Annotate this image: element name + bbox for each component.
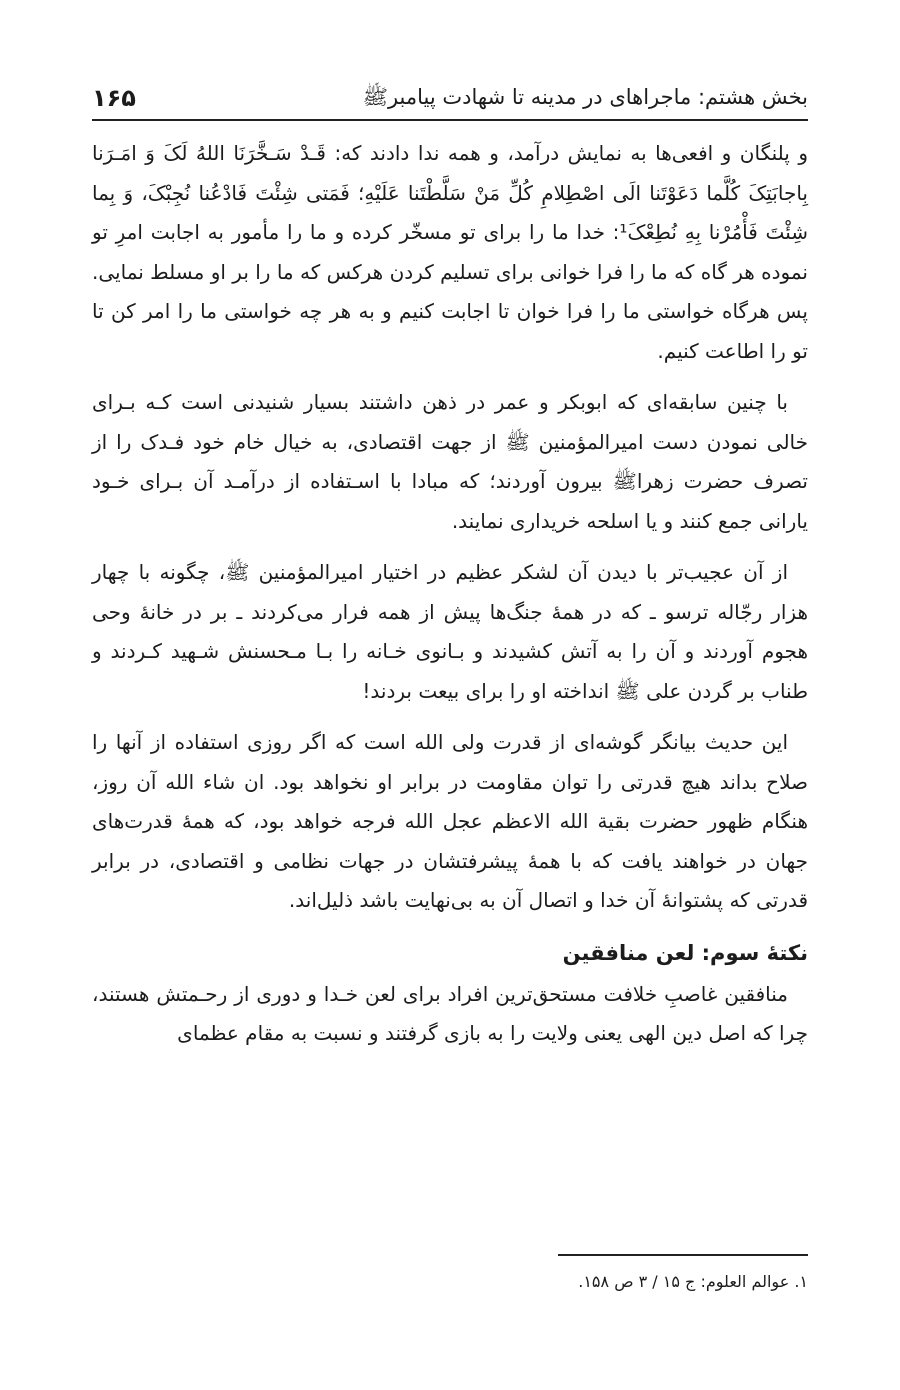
footnote: ۱. عوالم العلوم: ج ۱۵ / ۳ ص ۱۵۸. — [578, 1272, 808, 1291]
header-divider — [92, 119, 808, 121]
paragraph-2: با چنین سابقه‌ای که ابوبکر و عمر در ذهن داشتند بسیار شنیدنی است کـه بـرای خالی نمودن دست امیرالمؤمنین ﷺ از جهت اقتصادی، به خیال خام خود فـدک را از تصرف حضرت زهراﷺ بیرون آوردند؛ که مبادا با اسـتفاده از درآمـد آن بـرای خـود یارانی جمع کنند و یا اسلحه خریداری نمایند. — [92, 390, 808, 533]
section-paragraph: منافقین غاصبِ خلافت مستحق‌ترین افراد برای لعن خـدا و دوری از رحـمتش هستند، چرا که اصل دین الهی یعنی ولایت را به بازی گرفتند و نسبت به مقام عظمای — [92, 981, 808, 1045]
footnote-divider — [558, 1254, 808, 1256]
paragraph-1: و پلنگان و افعی‌ها به نمایش درآمد، و همه ندا دادند که: قَـدْ سَـخَّرَنَا اللهُ لَکَ وَ امَـرَنا بِاجابَتِکَ کُلَّما دَعَوْتَنا الَی اصْطِلامِ کُلِّ مَنْ سَلَّطْتَنا عَلَیْهِ؛ فَمَتی شِئْتَ فَادْعُنا نُجِبْکَ، وَ بِما شِئْتَ فَأْمُرْنا بِهِ نُطِعْکَ¹: خدا ما را برای تو مسخّر کرده و ما را مأمور به اجابت امرِ تو نموده هر گاه که ما را فرا خوانی برای تسلیم کردن هرکس که ما را بر او مسلط نمایی. پس هرگاه خواستی ما را فرا خوان تا اجابت کنیم و به هر چه خواستی ما را امر کن تا تو را اطاعت کنیم. — [92, 141, 808, 363]
paragraph-4: این حدیث بیانگر گوشه‌ای از قدرت ولی الله است که اگر روزی استفاده از آنها را صلاح بداند هیچ قدرتی را توان مقاومت در برابر او نخواهد بود. ان شاء الله آن روز، هنگام ظهور حضرت بقیة الله الاعظم عجل الله فرجه خواهد بود، که همهٔ قدرت‌های جهان در خواهند یافت که با همهٔ پیشرفتشان در جهات نظامی و اقتصادی، در برابر قدرتی که پشتوانهٔ آن خدا و اتصال آن به بی‌نهایت باشد ذلیل‌اند. — [92, 730, 808, 912]
chapter-title: بخش هشتم: ماجراهای در مدینه تا شهادت پیامبرﷺ — [362, 84, 808, 109]
body-text — [92, 134, 808, 1058]
running-header — [92, 72, 808, 112]
page-number: ۱۶۵ — [92, 84, 136, 112]
section-heading: نکتهٔ سوم: لعن منافقین — [562, 940, 808, 965]
paragraph-3: از آن عجیب‌تر با دیدن آن لشکر عظیم در اختیار امیرالمؤمنین ﷺ، چگونه با چهار هزار رجّاله ترسو ـ که در همهٔ جنگ‌ها پیش از همه فرار می‌کردند ـ بر در خانهٔ وحی هجوم آوردند و آن را به آتش کشیدند و بـانوی خـانه را بـا مـحسنش شـهید کـردند و طناب بر گردن علی ﷺ انداخته او را برای بیعت بردند! — [92, 560, 808, 703]
